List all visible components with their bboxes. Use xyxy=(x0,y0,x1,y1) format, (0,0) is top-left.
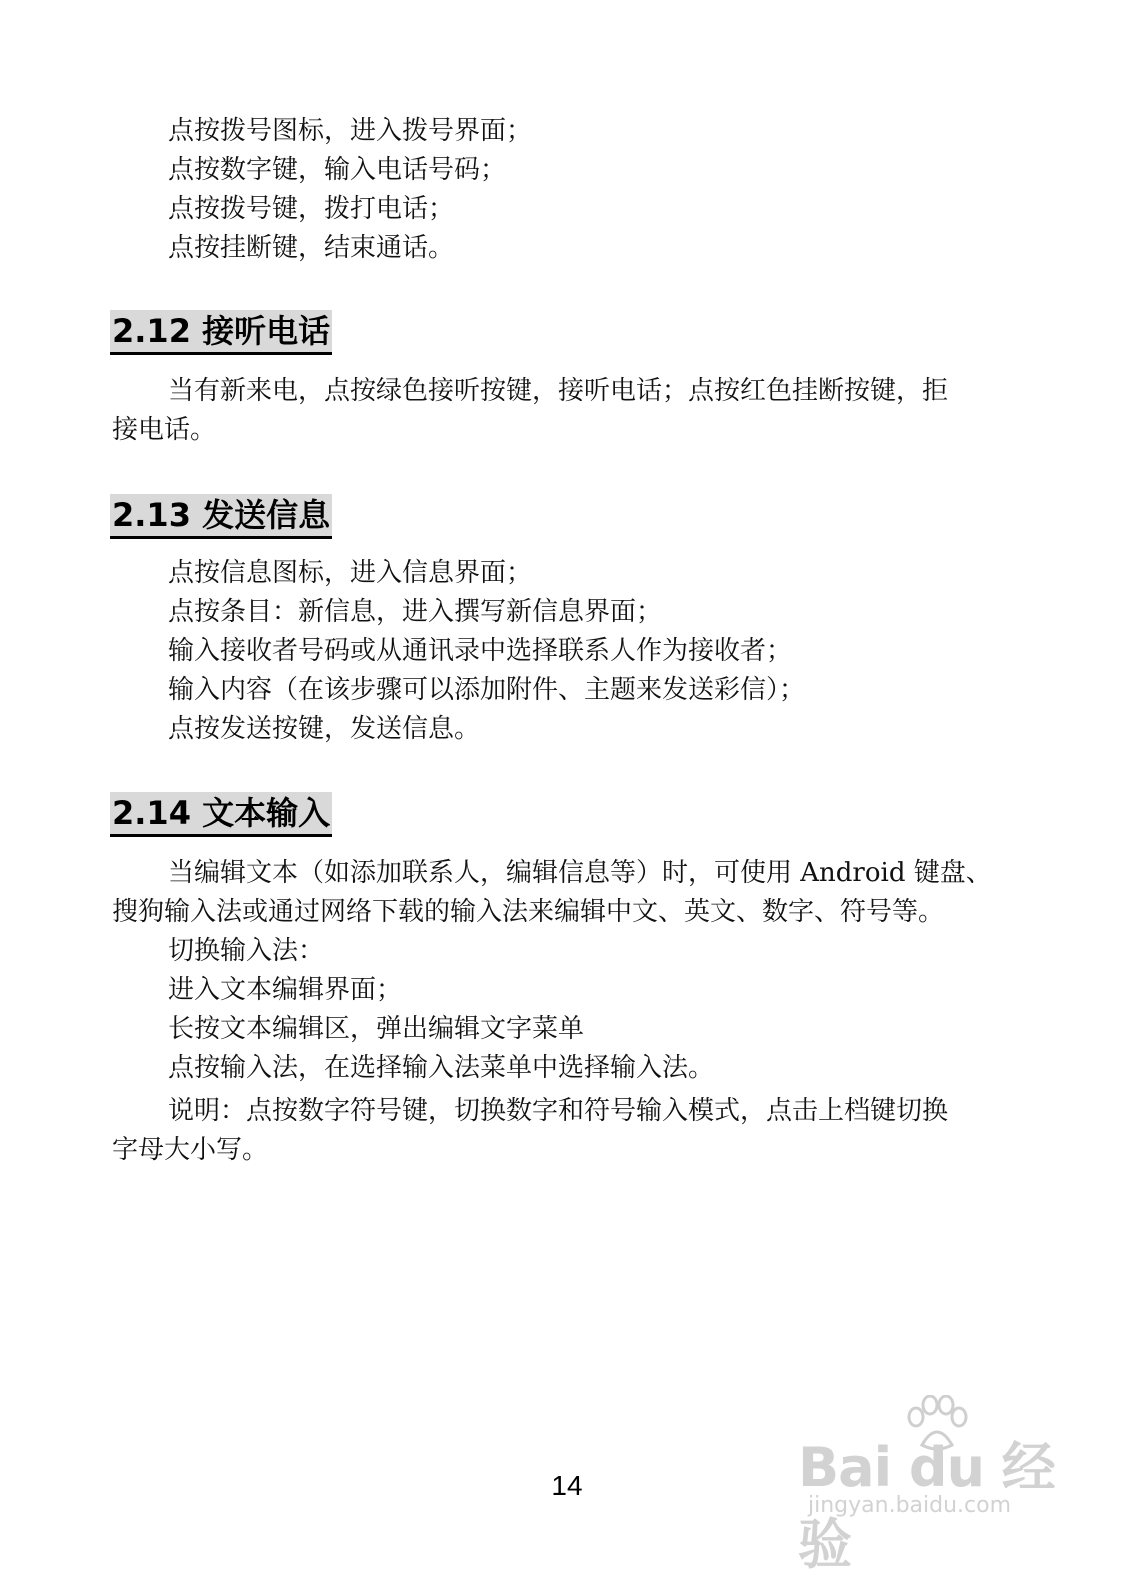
step-line: 进入文本编辑界面； xyxy=(168,975,403,1005)
step-line: 输入接收者号码或从通讯录中选择联系人作为接收者； xyxy=(168,636,793,666)
step-line: 输入内容（在该步骤可以添加附件、主题来发送彩信）； xyxy=(168,675,806,705)
note-line: 字母大小写。 xyxy=(112,1135,269,1165)
page-number: 14 xyxy=(551,1470,583,1501)
step-line: 点按条目：新信息，进入撰写新信息界面； xyxy=(168,597,663,627)
watermark-logo-text: Bai du 经验 xyxy=(798,1436,1055,1576)
baidu-watermark xyxy=(790,1395,1090,1576)
section-heading-2-12: 2.12 接听电话 xyxy=(110,310,332,355)
paragraph-line: 当有新来电，点按绿色接听按键，接听电话；点按红色挂断按键，拒 xyxy=(168,376,949,406)
intro-step: 点按挂断键，结束通话。 xyxy=(168,233,455,263)
switch-input-title: 切换输入法： xyxy=(168,936,325,966)
section-heading-2-13: 2.13 发送信息 xyxy=(110,494,332,539)
intro-step: 点按拨号图标，进入拨号界面； xyxy=(168,116,533,146)
intro-step: 点按数字键，输入电话号码； xyxy=(168,155,507,185)
watermark-url: jingyan.baidu.com xyxy=(808,1493,1012,1518)
note-line: 说明：点按数字符号键，切换数字和符号输入模式，点击上档键切换 xyxy=(168,1096,949,1126)
paragraph-line: 当编辑文本（如添加联系人，编辑信息等）时，可使用 Android 键盘、 xyxy=(168,858,992,888)
paragraph-line: 接电话。 xyxy=(112,415,217,445)
paragraph-line: 搜狗输入法或通过网络下载的输入法来编辑中文、英文、数字、符号等。 xyxy=(112,897,945,927)
step-line: 点按信息图标，进入信息界面； xyxy=(168,558,533,588)
section-heading-2-14: 2.14 文本输入 xyxy=(110,792,332,837)
step-line: 长按文本编辑区，弹出编辑文字菜单 xyxy=(168,1014,585,1044)
step-line: 点按输入法，在选择输入法菜单中选择输入法。 xyxy=(168,1053,715,1083)
intro-step: 点按拨号键，拨打电话； xyxy=(168,194,455,224)
step-line: 点按发送按键，发送信息。 xyxy=(168,714,481,744)
